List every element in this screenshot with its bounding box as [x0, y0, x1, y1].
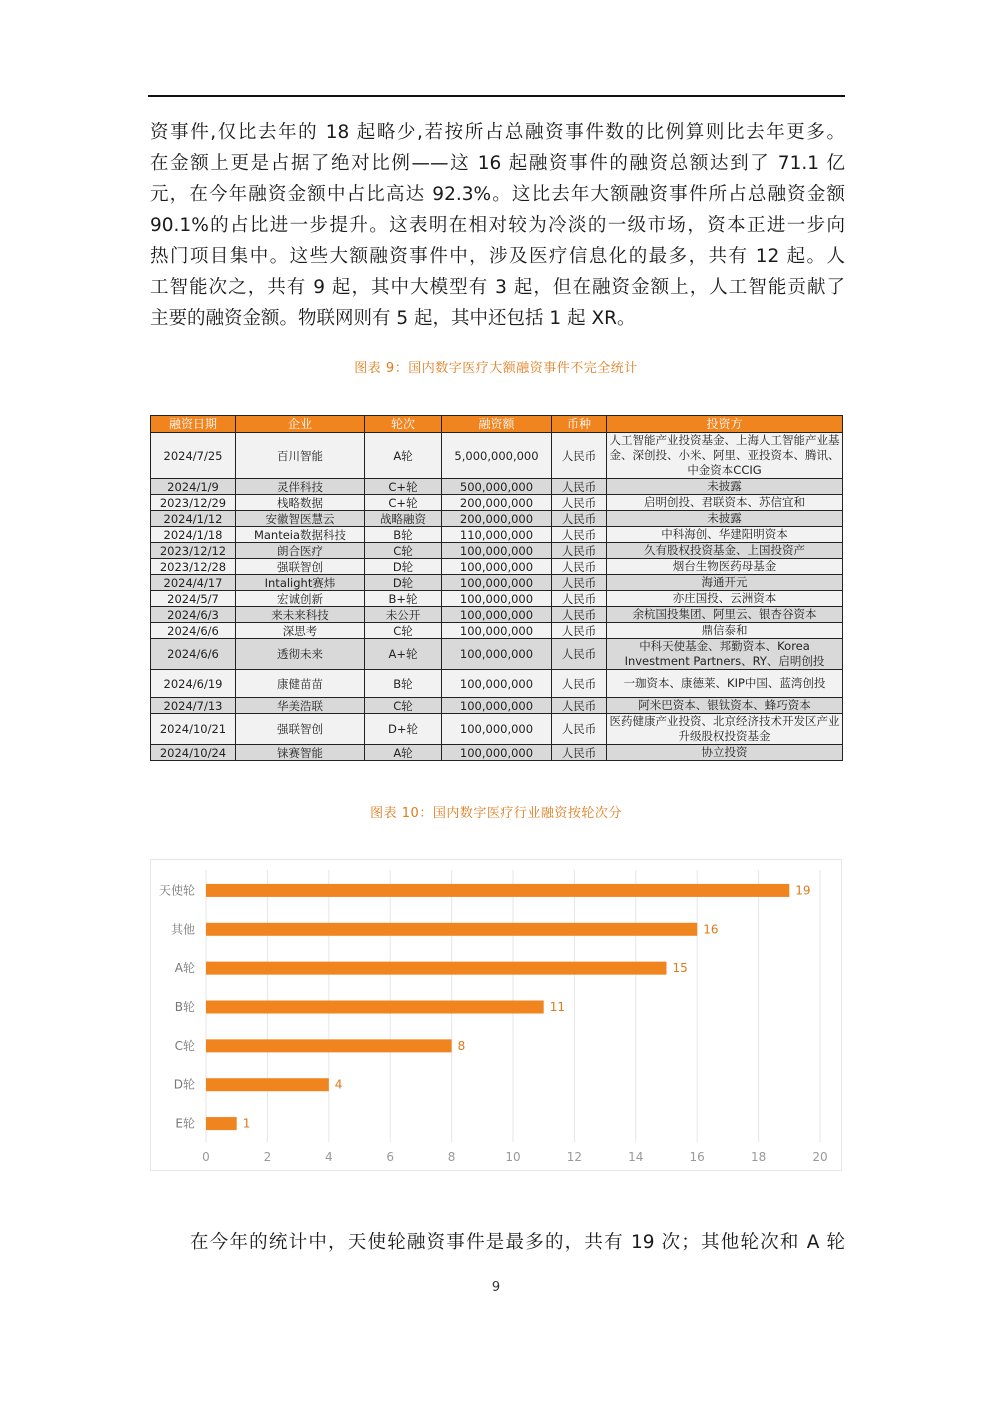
x-tick-label: 8: [447, 1150, 456, 1164]
x-tick-label: 16: [689, 1150, 705, 1164]
cell-amount: 100,000,000: [442, 623, 552, 639]
cell-date: 2024/5/7: [151, 591, 236, 607]
x-tick-label: 2: [263, 1150, 272, 1164]
cell-currency: 人民币: [552, 575, 607, 591]
x-tick-label: 20: [812, 1150, 828, 1164]
cell-date: 2024/7/25: [151, 433, 236, 479]
table-row: [151, 591, 843, 607]
cell-round: C+轮: [365, 495, 442, 511]
table-row: [151, 575, 843, 591]
cell-investors: 启明创投、君联资本、苏信宜和: [607, 495, 843, 511]
cell-amount: 100,000,000: [442, 714, 552, 745]
x-tick-label: 12: [566, 1150, 583, 1164]
data-label: 11: [549, 1000, 565, 1014]
cell-amount: 100,000,000: [442, 639, 552, 670]
cell-round: C轮: [365, 623, 442, 639]
category-label: C轮: [174, 1038, 195, 1053]
paragraph-line: 主要的融资金额。物联网则有 5 起，其中还包括 1 起 XR。: [150, 308, 636, 329]
category-label: 其他: [170, 922, 195, 937]
bar: [206, 1117, 237, 1130]
x-tick-label: 4: [324, 1150, 333, 1164]
x-tick-label: 0: [202, 1150, 210, 1164]
cell-company: 宏诚创新: [236, 591, 365, 607]
cell-company: Intalight赛炜: [236, 575, 365, 591]
cell-amount: 500,000,000: [442, 479, 552, 495]
cell-round: C轮: [365, 698, 442, 714]
cell-currency: 人民币: [552, 714, 607, 745]
cell-amount: 200,000,000: [442, 511, 552, 527]
bar: [206, 1039, 452, 1052]
cell-date: 2024/6/6: [151, 623, 236, 639]
cell-currency: 人民币: [552, 543, 607, 559]
paragraph-line: 在金额上更是占据了绝对比例——这 16 起融资事件的融资总额达到了 71.1 亿: [150, 153, 845, 174]
table-row: [151, 559, 843, 575]
cell-amount: 110,000,000: [442, 527, 552, 543]
cell-investors: 亦庄国投、云洲资本: [607, 591, 843, 607]
paragraph-line: 元，在今年融资金额中占比高达 92.3%。这比去年大额融资事件所占总融资金额: [150, 184, 845, 205]
cell-company: 灵伴科技: [236, 479, 365, 495]
data-label: 16: [703, 922, 719, 937]
bar: [206, 923, 697, 936]
cell-round: A轮: [365, 745, 442, 761]
cell-investors: 未披露: [607, 479, 843, 495]
x-tick-label: 6: [386, 1150, 395, 1164]
cell-round: D+轮: [365, 714, 442, 745]
bar: [206, 884, 789, 897]
cell-investors: 中科海创、华建阳明资本: [607, 527, 843, 543]
cell-round: B+轮: [365, 591, 442, 607]
rounds-bar-chart: [150, 859, 842, 1171]
table-row: [151, 698, 843, 714]
cell-round: C+轮: [365, 479, 442, 495]
table-row: [151, 479, 843, 495]
bar: [206, 962, 667, 975]
cell-currency: 人民币: [552, 623, 607, 639]
cell-currency: 人民币: [552, 479, 607, 495]
cell-company: Manteia数据科技: [236, 527, 365, 543]
cell-date: 2024/6/6: [151, 639, 236, 670]
cell-currency: 人民币: [552, 698, 607, 714]
x-tick-label: 18: [750, 1150, 767, 1164]
table-row: [151, 495, 843, 511]
table-row: [151, 607, 843, 623]
cell-amount: 100,000,000: [442, 575, 552, 591]
cell-company: 来未来科技: [236, 607, 365, 623]
table-row: [151, 623, 843, 639]
data-label: 1: [242, 1116, 251, 1131]
header-rule: [148, 95, 845, 97]
data-label: 4: [334, 1077, 343, 1092]
bar: [206, 1001, 544, 1014]
cell-investors: 医药健康产业投资、北京经济技术开发区产业升级股权投资基金: [607, 714, 843, 745]
cell-amount: 100,000,000: [442, 559, 552, 575]
cell-amount: 100,000,000: [442, 698, 552, 714]
cell-currency: 人民币: [552, 559, 607, 575]
cell-investors: 烟台生物医药母基金: [607, 559, 843, 575]
cell-round: 未公开: [365, 607, 442, 623]
data-label: 8: [457, 1038, 466, 1053]
cell-investors: 鼎信泰和: [607, 623, 843, 639]
cell-currency: 人民币: [552, 495, 607, 511]
cell-amount: 200,000,000: [442, 495, 552, 511]
cell-investors: 一珈资本、康德莱、KIP中国、蓝湾创投: [607, 670, 843, 698]
cell-amount: 100,000,000: [442, 591, 552, 607]
cell-currency: 人民币: [552, 745, 607, 761]
table-row: [151, 527, 843, 543]
cell-company: 深思考: [236, 623, 365, 639]
closing-line: 在今年的统计中，天使轮融资事件是最多的，共有 19 次；其他轮次和 A 轮: [190, 1232, 845, 1253]
cell-company: 强联智创: [236, 559, 365, 575]
cell-investors: 人工智能产业投资基金、上海人工智能产业基金、深创投、小米、阿里、亚投资本、腾讯、中金资本CCIG: [607, 433, 843, 479]
chart-caption: 图表 10：国内数字医疗行业融资按轮次分: [370, 806, 622, 821]
cell-company: 透彻未来: [236, 639, 365, 670]
cell-investors: 中科天使基金、邦勤资本、Korea Investment Partners、RY、启明创投: [607, 639, 843, 670]
body-paragraph: [150, 117, 845, 334]
cell-round: B轮: [365, 670, 442, 698]
cell-company: 铼赛智能: [236, 745, 365, 761]
cell-investors: 海通开元: [607, 575, 843, 591]
table-row: [151, 714, 843, 745]
cell-currency: 人民币: [552, 433, 607, 479]
table-row: [151, 543, 843, 559]
paragraph-line: 90.1%的占比进一步提升。这表明在相对较为冷淡的一级市场，资本正进一步向: [150, 215, 845, 236]
cell-date: 2023/12/12: [151, 543, 236, 559]
x-tick-label: 14: [628, 1150, 644, 1164]
cell-amount: 100,000,000: [442, 543, 552, 559]
cell-round: D轮: [365, 575, 442, 591]
paragraph-line: 资事件,仅比去年的 18 起略少,若按所占总融资事件数的比例算则比去年更多。: [150, 122, 845, 143]
cell-amount: 5,000,000,000: [442, 433, 552, 479]
paragraph-line: 热门项目集中。这些大额融资事件中，涉及医疗信息化的最多，共有 12 起。人: [150, 246, 845, 267]
cell-date: 2024/6/3: [151, 607, 236, 623]
table-header-row: [151, 416, 843, 433]
col-header-amount: 融资额: [442, 416, 552, 433]
cell-date: 2023/12/28: [151, 559, 236, 575]
category-label: B轮: [174, 1000, 195, 1014]
cell-company: 朗合医疗: [236, 543, 365, 559]
table-row: [151, 433, 843, 479]
cell-date: 2024/1/18: [151, 527, 236, 543]
cell-investors: 协立投资: [607, 745, 843, 761]
cell-round: A轮: [365, 433, 442, 479]
col-header-round: 轮次: [365, 416, 442, 433]
cell-date: 2024/1/9: [151, 479, 236, 495]
cell-currency: 人民币: [552, 670, 607, 698]
table-row: [151, 745, 843, 761]
bar: [206, 1078, 329, 1091]
category-label: D轮: [173, 1077, 195, 1092]
cell-investors: 久有股权投资基金、上国投资产: [607, 543, 843, 559]
col-header-company: 企业: [236, 416, 365, 433]
cell-company: 百川智能: [236, 433, 365, 479]
paragraph-line: 工智能次之，共有 9 起，其中大模型有 3 起，但在融资金额上，人工智能贡献了: [150, 277, 845, 298]
category-label: 天使轮: [158, 883, 195, 898]
cell-amount: 100,000,000: [442, 745, 552, 761]
chart-svg: [151, 860, 843, 1172]
col-header-investors: 投资方: [607, 416, 843, 433]
cell-date: 2024/10/21: [151, 714, 236, 745]
cell-investors: 阿米巴资本、银钛资本、蜂巧资本: [607, 698, 843, 714]
category-label: A轮: [174, 961, 195, 976]
x-tick-label: 10: [505, 1150, 521, 1164]
col-header-currency: 币种: [552, 416, 607, 433]
cell-round: A+轮: [365, 639, 442, 670]
cell-date: 2023/12/29: [151, 495, 236, 511]
cell-company: 栈略数据: [236, 495, 365, 511]
cell-company: 安徽智医慧云: [236, 511, 365, 527]
financing-table: [150, 415, 843, 761]
cell-company: 强联智创: [236, 714, 365, 745]
data-label: 19: [795, 883, 811, 898]
cell-date: 2024/6/19: [151, 670, 236, 698]
col-header-date: 融资日期: [151, 416, 236, 433]
cell-date: 2024/10/24: [151, 745, 236, 761]
page-number: 9: [491, 1280, 501, 1295]
category-label: E轮: [175, 1116, 195, 1131]
data-label: 15: [672, 961, 688, 976]
cell-round: B轮: [365, 527, 442, 543]
cell-currency: 人民币: [552, 511, 607, 527]
cell-round: 战略融资: [365, 511, 442, 527]
table-row: [151, 670, 843, 698]
cell-currency: 人民币: [552, 527, 607, 543]
cell-currency: 人民币: [552, 591, 607, 607]
table-caption: 图表 9：国内数字医疗大额融资事件不完全统计: [354, 361, 638, 376]
table-row: [151, 511, 843, 527]
table-row: [151, 639, 843, 670]
cell-round: D轮: [365, 559, 442, 575]
cell-amount: 100,000,000: [442, 670, 552, 698]
cell-date: 2024/1/12: [151, 511, 236, 527]
cell-company: 华美浩联: [236, 698, 365, 714]
cell-amount: 100,000,000: [442, 607, 552, 623]
cell-currency: 人民币: [552, 607, 607, 623]
cell-investors: 未披露: [607, 511, 843, 527]
cell-round: C轮: [365, 543, 442, 559]
cell-investors: 余杭国投集团、阿里云、银杏谷资本: [607, 607, 843, 623]
cell-currency: 人民币: [552, 639, 607, 670]
cell-date: 2024/4/17: [151, 575, 236, 591]
cell-company: 康健苗苗: [236, 670, 365, 698]
cell-date: 2024/7/13: [151, 698, 236, 714]
